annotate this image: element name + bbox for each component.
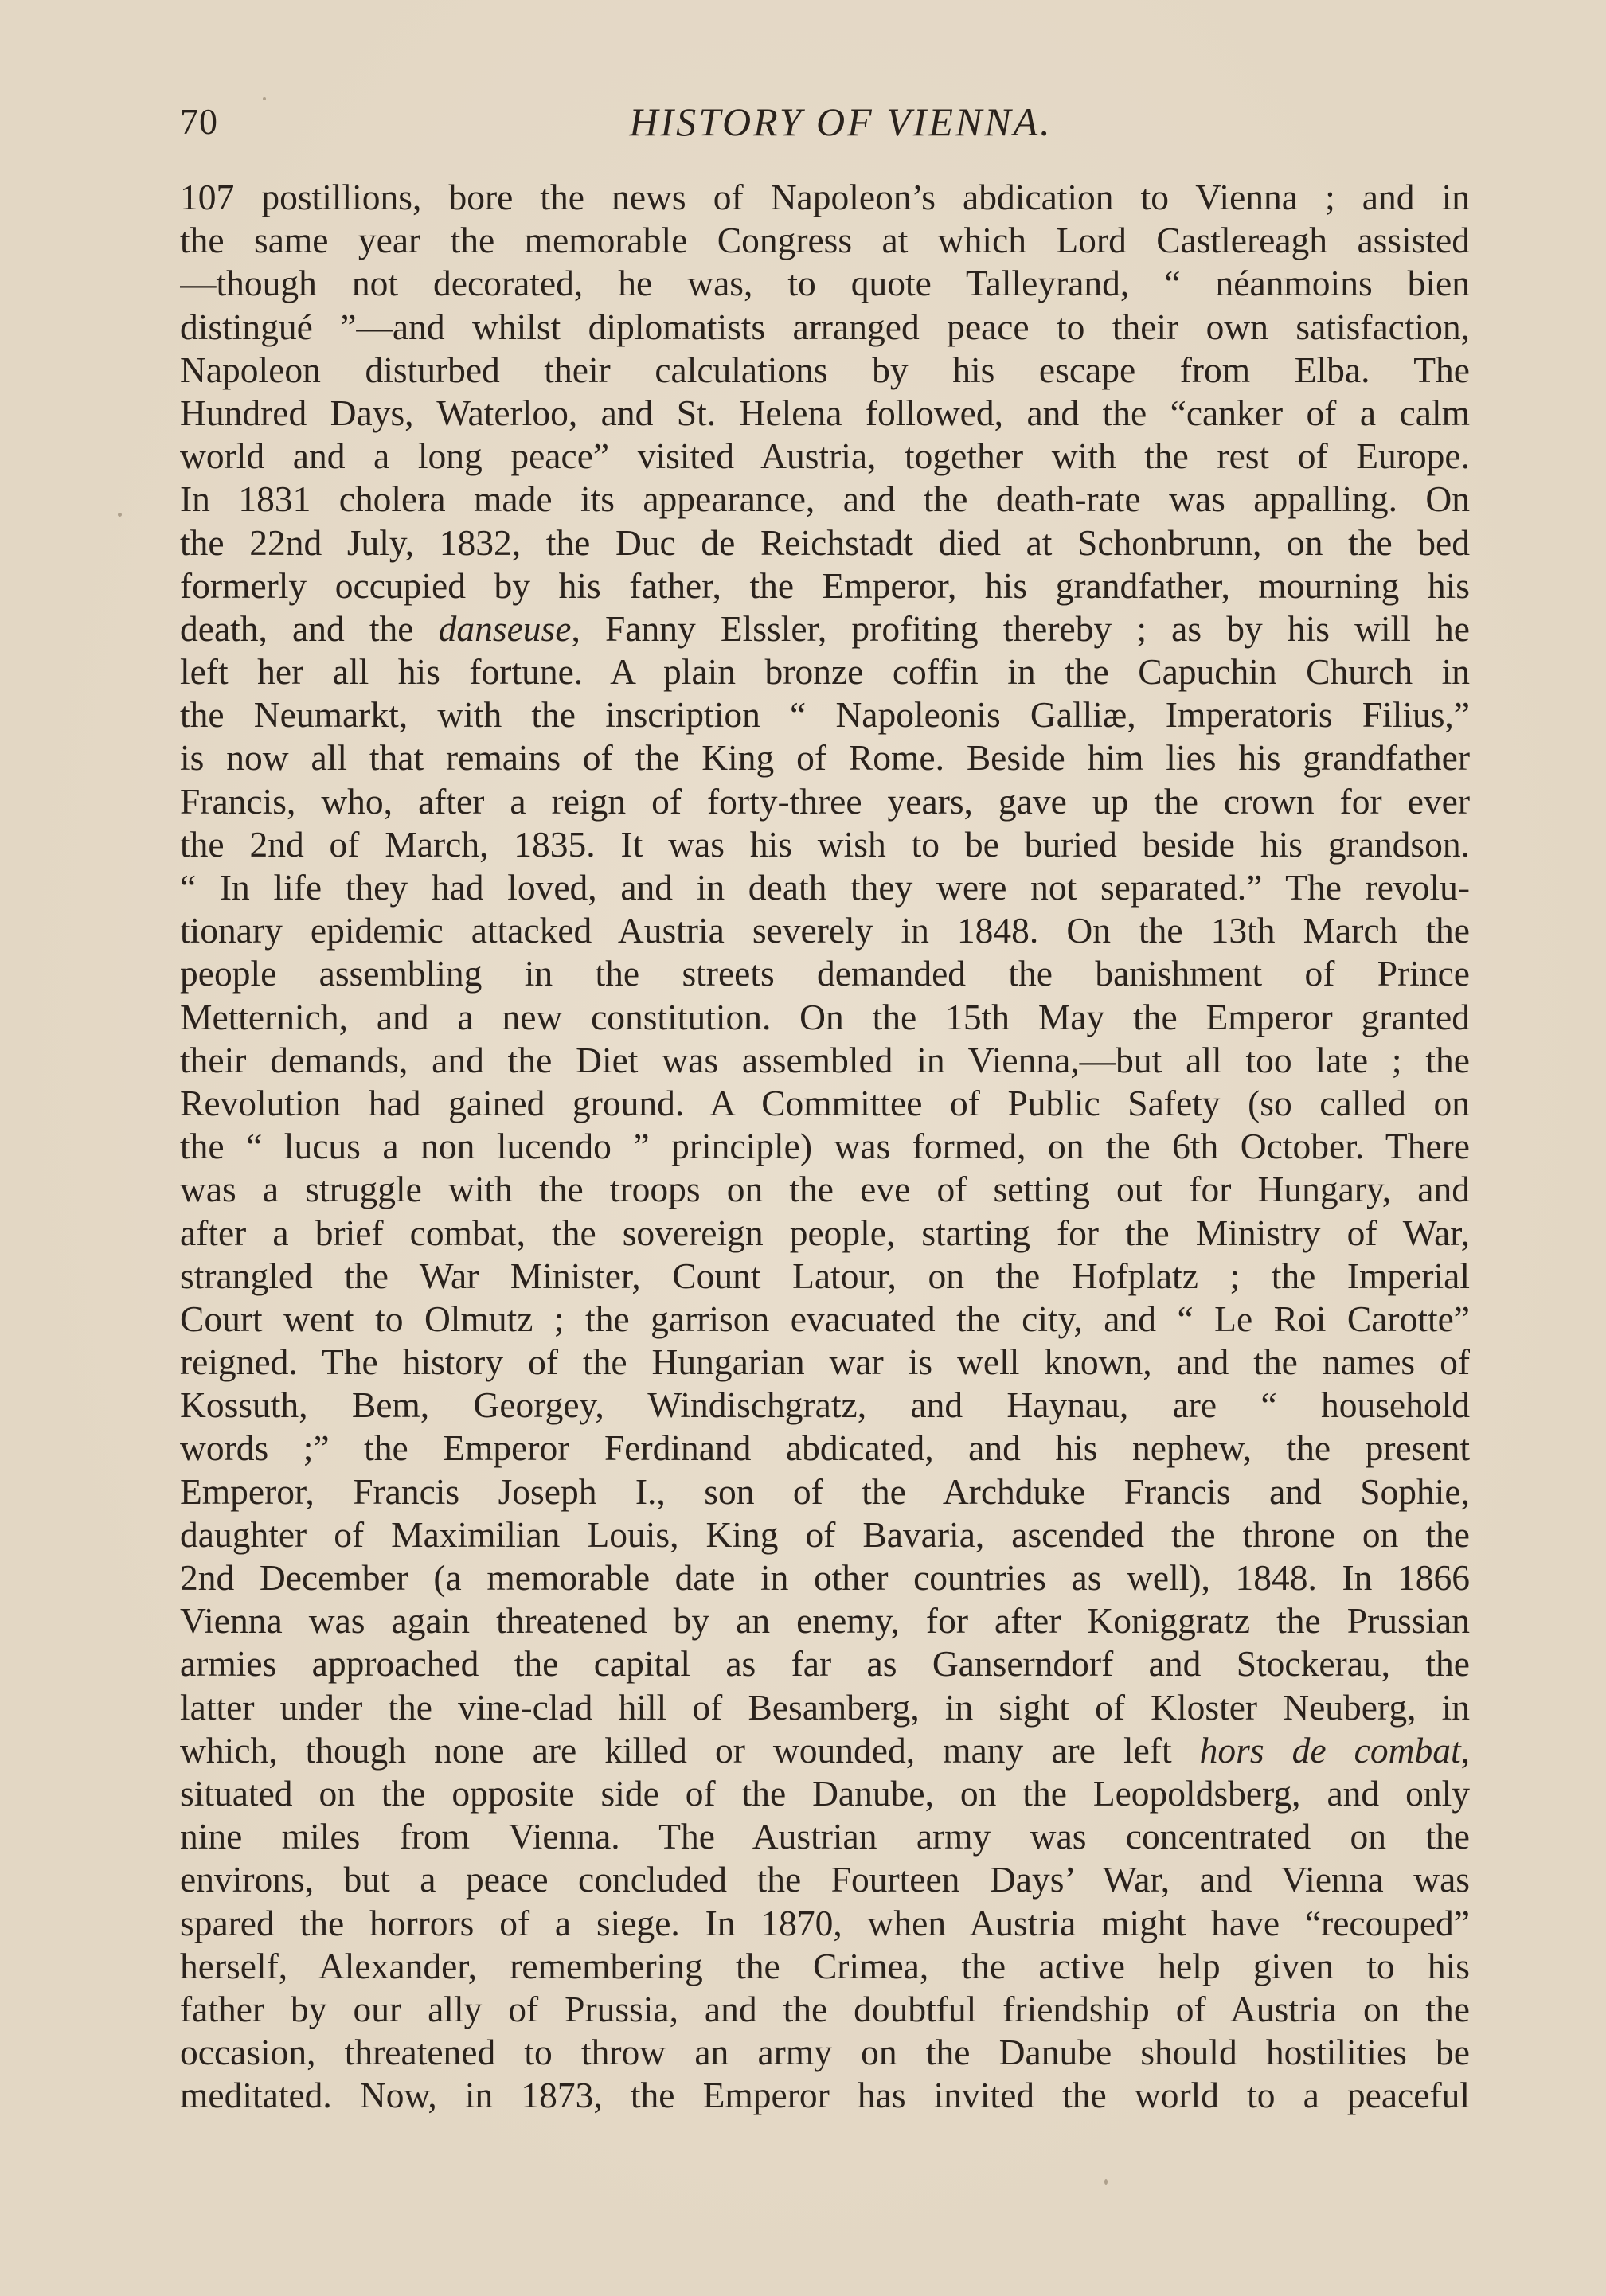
italic-word: danseuse: [438, 607, 572, 649]
text-line: the “ lucus a non lucendo ” principle) was formed, on the 6th October. There: [180, 1126, 1470, 1167]
text-line: Metternich, and a new constitution. On the 15th May the Emperor granted: [180, 996, 1470, 1037]
text-line: the 2nd of March, 1835. It was his wish to be buried beside his grandson.: [180, 823, 1470, 865]
text-line: Kossuth, Bem, Georgey, Windischgratz, and Haynau, are “ household: [180, 1384, 1470, 1426]
text-line: armies approached the capital as far as Ganserndorf and Stockerau, the: [180, 1643, 1470, 1685]
text-line: was a struggle with the troops on the eve of setting out for Hungary, and: [180, 1169, 1470, 1210]
text-line: 107 postillions, bore the news of Napoleon’s abdication to Vienna ; and in: [180, 177, 1470, 217]
text-line: Vienna was again threatened by an enemy, for after Koniggratz the Prussian: [180, 1600, 1470, 1642]
text-line: Court went to Olmutz ; the garrison evacuated the city, and “ Le Roi Carotte”: [180, 1298, 1470, 1339]
text-line: meditated. Now, in 1873, the Emperor has invited the world to a peaceful: [180, 2075, 1470, 2116]
text-line: Revolution had gained ground. A Committee of Public Safety (so called on: [180, 1082, 1470, 1123]
text-line: latter under the vine-clad hill of Besamberg, in sight of Kloster Neuberg, in: [180, 1686, 1470, 1728]
text-line: world and a long peace” visited Austria, together with the rest of Europe.: [180, 435, 1470, 477]
paper-speck: [263, 97, 266, 100]
text-line: after a brief combat, the sovereign people, starting for the Ministry of War,: [180, 1212, 1470, 1253]
line-segment: , Fanny Elssler, profiting thereby ; as by his will he: [571, 607, 1470, 649]
text-line: formerly occupied by his father, the Emperor, his grandfather, mourning his: [180, 564, 1470, 606]
text-line: is now all that remains of the King of Rome. Beside him lies his grandfather: [180, 737, 1470, 779]
text-line: environs, but a peace concluded the Fourteen Days’ War, and Vienna was: [180, 1859, 1470, 1900]
text-line: Emperor, Francis Joseph I., son of the Archduke Francis and Sophie,: [180, 1470, 1470, 1512]
text-line: father by our ally of Prussia, and the doubtful friendship of Austria on the: [180, 1988, 1470, 2029]
body-text: [180, 176, 1470, 2117]
running-title: HISTORY OF VIENNA.: [629, 100, 1053, 144]
line-segment: ,: [1460, 1729, 1470, 1771]
text-line: spared the horrors of a siege. In 1870, when Austria might have “recouped”: [180, 1902, 1470, 1943]
text-line: the same year the memorable Congress at which Lord Castlereagh assisted: [180, 220, 1470, 261]
running-head: [180, 94, 1470, 150]
paper-speck: [118, 513, 122, 517]
text-line: occasion, threatened to throw an army on the Danube should hostilities be: [180, 2032, 1470, 2073]
text-line: the 22nd July, 1832, the Duc de Reichstadt died at Schonbrunn, on the bed: [180, 521, 1470, 563]
text-line: their demands, and the Diet was assembled in Vienna,—but all too late ; the: [180, 1039, 1470, 1080]
text-line: 2nd December (a memorable date in other countries as well), 1848. In 1866: [180, 1557, 1470, 1598]
text-line: daughter of Maximilian Louis, King of Bavaria, ascended the throne on the: [180, 1513, 1470, 1555]
text-line: [180, 607, 1470, 650]
line-segment: death, and the: [180, 607, 439, 649]
text-line: the Neumarkt, with the inscription “ Napoleonis Galliæ, Imperatoris Filius,”: [180, 694, 1470, 736]
text-line: “ In life they had loved, and in death they were not separated.” The revolu-: [180, 867, 1470, 908]
text-line: [180, 1729, 1470, 1772]
text-line: reigned. The history of the Hungarian war is well known, and the names of: [180, 1341, 1470, 1383]
text-line: herself, Alexander, remembering the Crimea, the active help given to his: [180, 1945, 1470, 1986]
text-line: people assembling in the streets demanded the banishment of Prince: [180, 953, 1470, 994]
text-line: Napoleon disturbed their calculations by his escape from Elba. The: [180, 349, 1470, 390]
text-line: Francis, who, after a reign of forty-three years, gave up the crown for ever: [180, 780, 1470, 822]
page-number: 70: [180, 101, 218, 142]
text-line: left her all his fortune. A plain bronze coffin in the Capuchin Church in: [180, 651, 1470, 693]
text-line: distingué ”—and whilst diplomatists arranged peace to their own satisfaction,: [180, 306, 1470, 347]
text-line: situated on the opposite side of the Danube, on the Leopoldsberg, and only: [180, 1772, 1470, 1814]
text-line: Hundred Days, Waterloo, and St. Helena followed, and the “canker of a calm: [180, 392, 1470, 433]
text-line: In 1831 cholera made its appearance, and the death-rate was appalling. On: [180, 478, 1470, 520]
text-line: —though not decorated, he was, to quote Talleyrand, “ néanmoins bien: [180, 263, 1470, 304]
italic-phrase: hors de combat: [1199, 1729, 1461, 1771]
paper-speck: [1104, 2179, 1108, 2185]
text-line: words ;” the Emperor Ferdinand abdicated, and his nephew, the present: [180, 1427, 1470, 1469]
text-line: tionary epidemic attacked Austria severely in 1848. On the 13th March the: [180, 910, 1470, 951]
text-line: nine miles from Vienna. The Austrian army was concentrated on the: [180, 1816, 1470, 1857]
text-line: strangled the War Minister, Count Latour, on the Hofplatz ; the Imperial: [180, 1255, 1470, 1296]
line-segment: which, though none are killed or wounded, many are left: [180, 1729, 1200, 1771]
